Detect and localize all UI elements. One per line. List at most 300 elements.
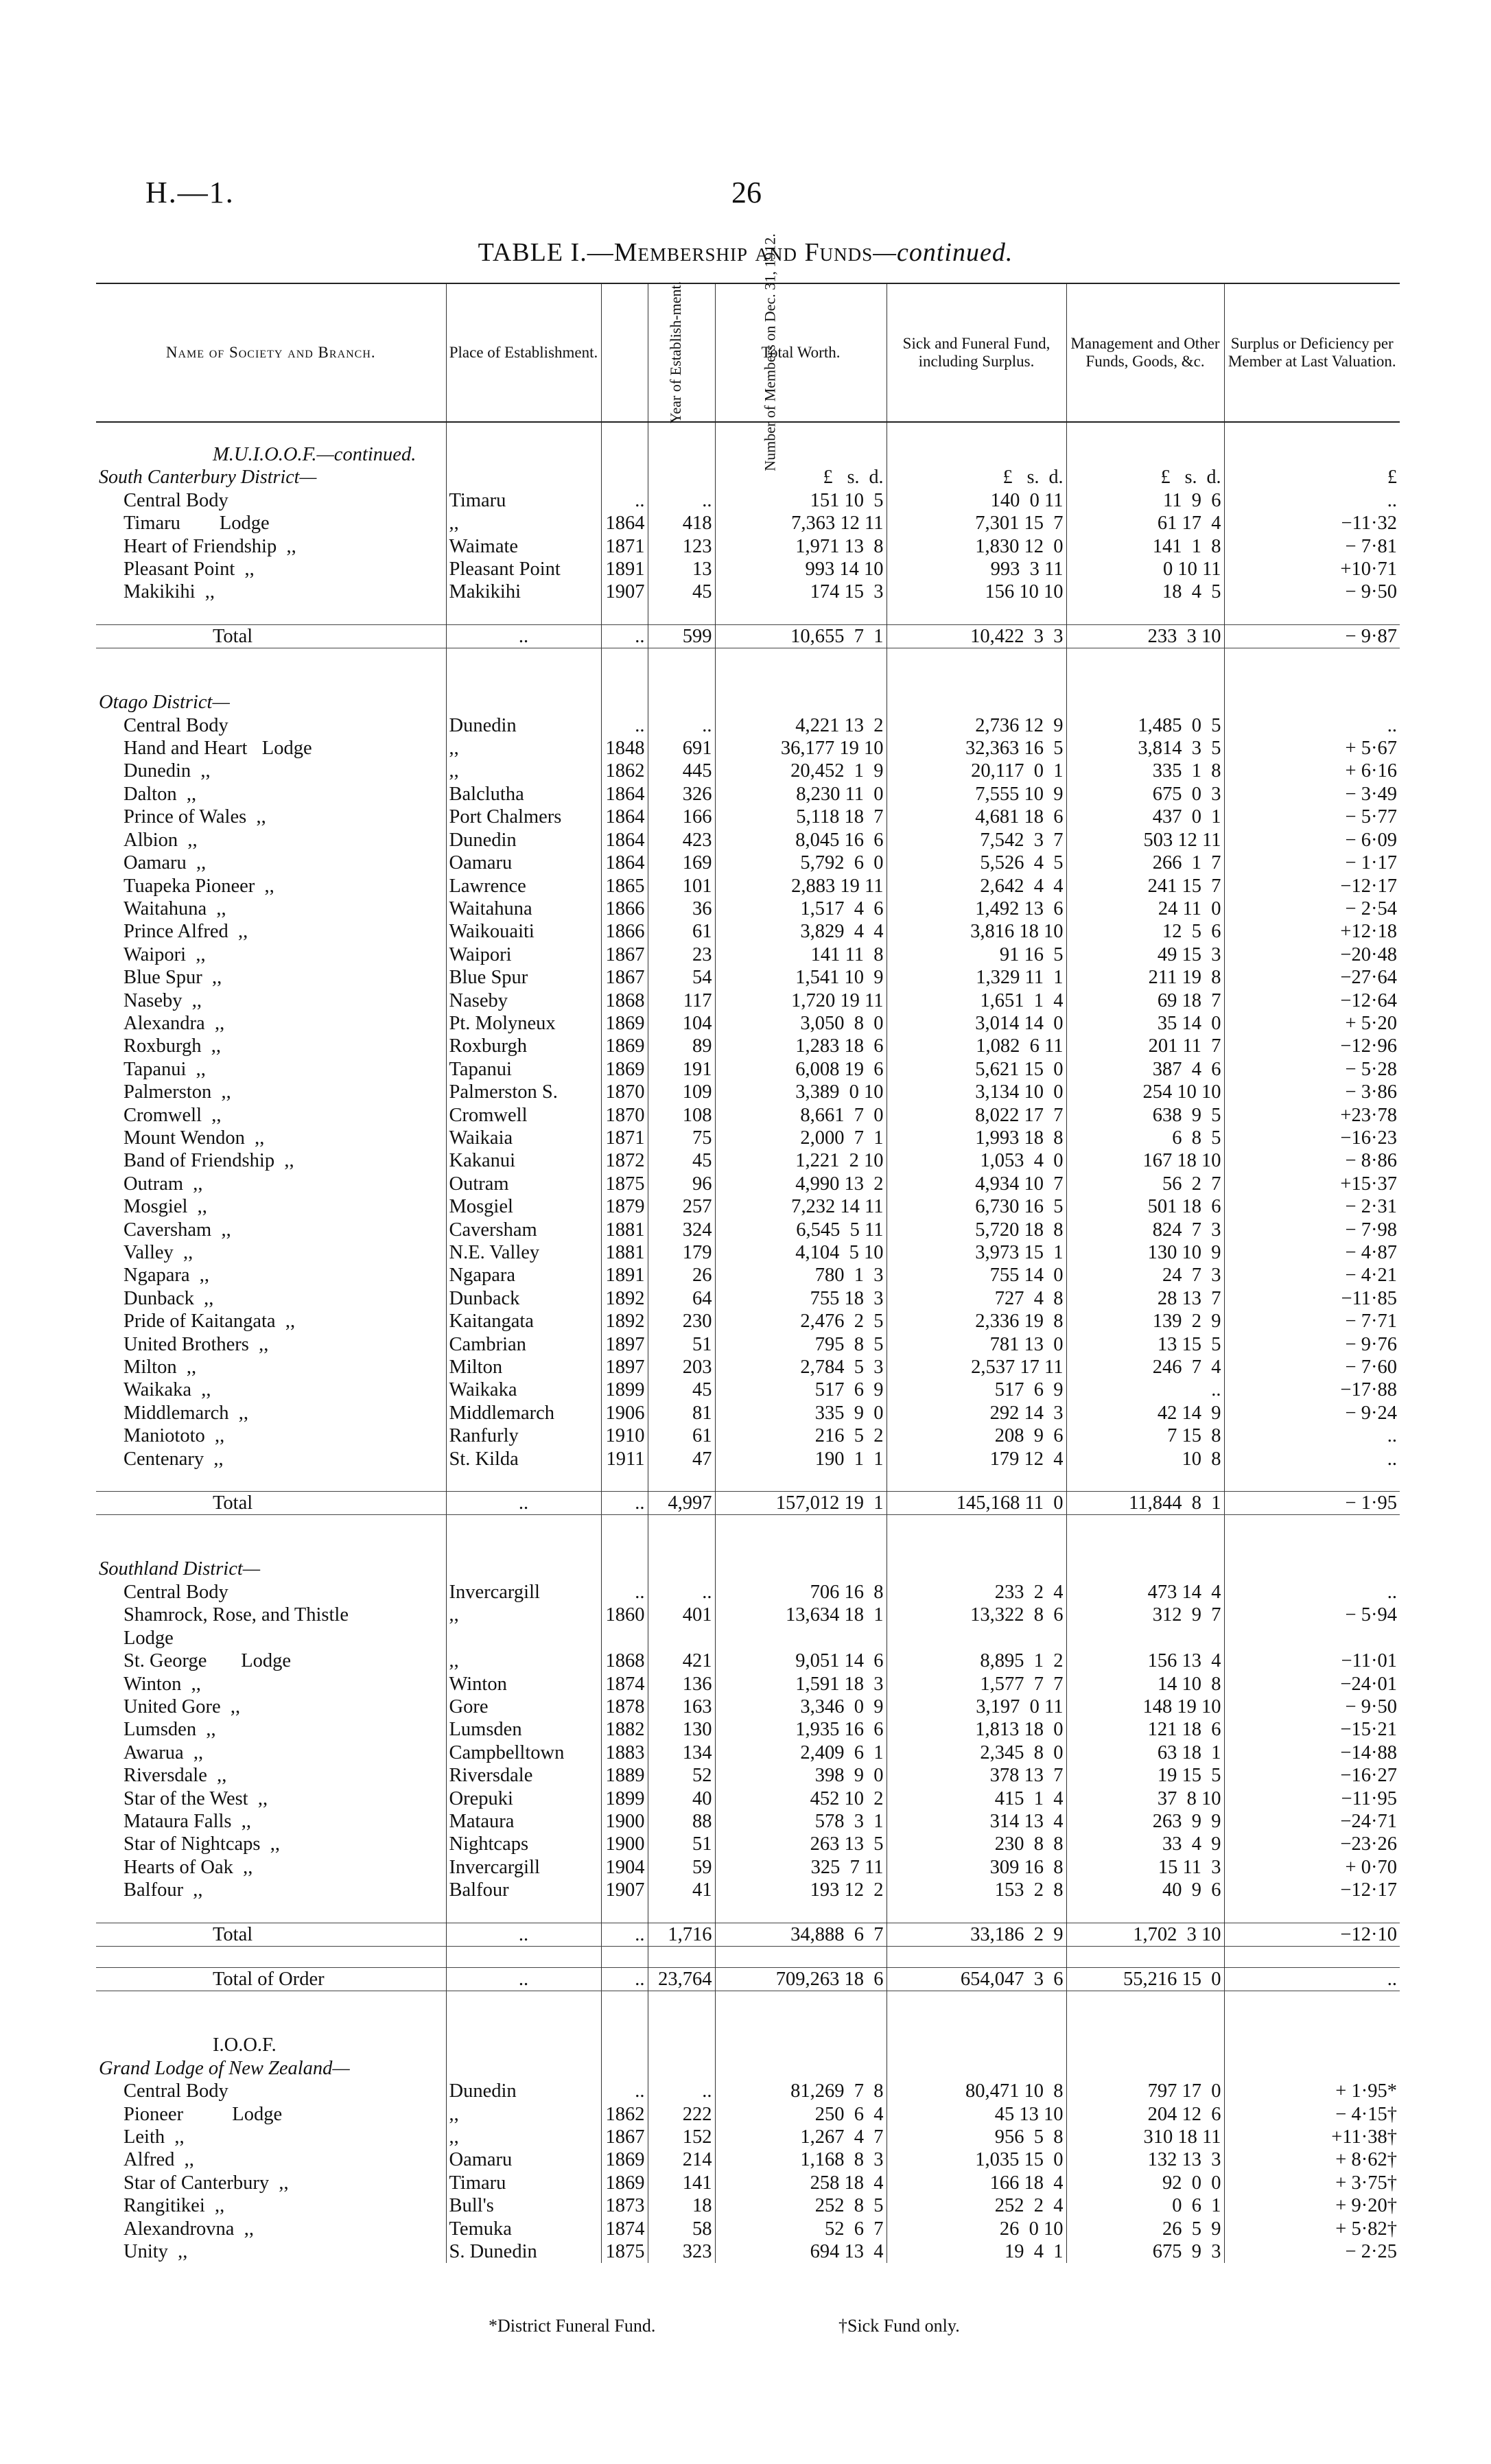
district-heading-row: [96, 2057, 1400, 2080]
mgmt-cell: 675 9 3: [1066, 2240, 1224, 2263]
members-cell: 108: [648, 1104, 715, 1127]
total-members: 599: [648, 624, 715, 648]
empty-cell: [96, 604, 446, 625]
mgmt-cell: 40 9 6: [1066, 1879, 1224, 1901]
sick-cell: 993 3 11: [887, 558, 1066, 580]
table-row: [96, 489, 1400, 512]
table-row: [96, 783, 1400, 806]
year-cell: 1866: [601, 897, 648, 920]
mgmt-cell: 69 18 7: [1066, 989, 1224, 1012]
members-cell: 418: [648, 512, 715, 535]
surplus-cell: − 8·86: [1345, 1150, 1397, 1172]
table-body: [96, 422, 1400, 2263]
place-cell: Port Chalmers: [446, 806, 601, 828]
sick-cell: 378 13 7: [887, 1764, 1066, 1787]
table-row: [96, 1149, 1400, 1172]
empty-cell: [887, 422, 1066, 443]
empty-cell: [648, 1558, 715, 1580]
sick-cell: 7,542 3 7: [887, 829, 1066, 852]
worth-cell: 517 6 9: [715, 1378, 887, 1401]
worth-cell: 578 3 1: [715, 1810, 887, 1833]
table-row: [96, 1219, 1400, 1241]
empty-cell: [887, 443, 1066, 466]
mgmt-cell: 132 13 3: [1066, 2148, 1224, 2171]
sick-cell: 2,642 4 4: [887, 875, 1066, 897]
empty-cell: [1066, 1991, 1224, 2034]
surplus-cell: ..: [1387, 1425, 1397, 1447]
empty-cell: [1224, 648, 1400, 692]
table-row: [96, 580, 1400, 603]
document-code: H.—1.: [145, 176, 235, 209]
empty-cell: [446, 604, 601, 625]
branch-name: Alexandra ,,: [96, 1012, 446, 1035]
members-cell: 61: [648, 1424, 715, 1447]
org-heading: M.U.I.O.O.F.—continued.: [96, 443, 446, 466]
members-cell: 52: [648, 1764, 715, 1787]
mgmt-cell: 824 7 3: [1066, 1219, 1224, 1241]
empty-cell: [1224, 1991, 1400, 2034]
empty-cell: [715, 648, 887, 692]
sick-cell: 5,720 18 8: [887, 1219, 1066, 1241]
table-row: [96, 1833, 1400, 1855]
sick-cell: 1,813 18 0: [887, 1718, 1066, 1741]
total-mgmt: 233 3 10: [1066, 624, 1224, 648]
spacer-row: [96, 648, 1400, 692]
place-cell: Kaitangata: [446, 1310, 601, 1333]
worth-cell: 6,545 5 11: [715, 1219, 887, 1241]
table-row: [96, 1195, 1400, 1218]
spacer-row: [96, 1991, 1400, 2034]
worth-cell: 1,971 13 8: [715, 535, 887, 558]
year-cell: 1862: [601, 760, 648, 782]
sick-cell: 1,082 6 11: [887, 1035, 1066, 1057]
empty-cell: [1224, 604, 1400, 625]
members-cell: 214: [648, 2148, 715, 2171]
place-cell: Waipori: [446, 943, 601, 966]
table-row: [96, 989, 1400, 1012]
sick-cell: 2,345 8 0: [887, 1741, 1066, 1764]
mgmt-cell: 266 1 7: [1066, 852, 1224, 874]
place-cell: Waikaka: [446, 1378, 601, 1401]
place-cell: Timaru: [446, 489, 601, 512]
empty-cell: [1066, 1558, 1224, 1580]
table-row: [96, 737, 1400, 760]
empty-cell: [1224, 2057, 1400, 2080]
year-cell: 1871: [601, 1127, 648, 1149]
branch-name: Star of Canterbury ,,: [96, 2172, 446, 2194]
year-cell: 1870: [601, 1104, 648, 1127]
mgmt-cell: 211 19 8: [1066, 966, 1224, 989]
table-row: [96, 2126, 1400, 2148]
branch-name: Unity ,,: [96, 2240, 446, 2263]
worth-cell: 795 8 5: [715, 1333, 887, 1356]
mgmt-cell: 18 4 5: [1066, 580, 1224, 603]
members-cell: 96: [648, 1173, 715, 1195]
worth-cell: 2,784 5 3: [715, 1356, 887, 1378]
worth-cell: 250 6 4: [715, 2103, 887, 2126]
table-row: [96, 714, 1400, 737]
surplus-cell: + 8·62†: [1335, 2149, 1397, 2171]
place-cell: Pt. Molyneux: [446, 1012, 601, 1035]
branch-name: Central Body: [96, 714, 446, 737]
members-cell: 23: [648, 943, 715, 966]
mgmt-cell: 1,485 0 5: [1066, 714, 1224, 737]
surplus-cell: −16·27: [1340, 1765, 1397, 1787]
year-cell: 1866: [601, 920, 648, 943]
empty-cell: [446, 1470, 601, 1492]
total-worth: 157,012 19 1: [715, 1492, 887, 1515]
empty-cell: [715, 2057, 887, 2080]
table-row: [96, 1764, 1400, 1787]
year-cell: 1904: [601, 1856, 648, 1879]
org-heading-row: [96, 2034, 1400, 2056]
total-year-dots: ..: [601, 624, 648, 648]
worth-cell: 2,409 6 1: [715, 1741, 887, 1764]
empty-cell: [715, 1558, 887, 1580]
col-header-sick: Sick and Funeral Fund, including Surplus.: [887, 283, 1066, 422]
worth-cell: 5,792 6 0: [715, 852, 887, 874]
surplus-cell: −20·48: [1340, 943, 1397, 965]
worth-cell: 1,517 4 6: [715, 897, 887, 920]
sick-cell: 1,993 18 8: [887, 1127, 1066, 1149]
members-cell: 117: [648, 989, 715, 1012]
empty-cell: [446, 691, 601, 714]
empty-cell: [648, 2057, 715, 2080]
worth-cell: 252 8 5: [715, 2194, 887, 2217]
district-heading: Grand Lodge of New Zealand—: [96, 2057, 446, 2080]
empty-cell: [1224, 1902, 1400, 1923]
table-row: [96, 829, 1400, 852]
members-cell: 45: [648, 1378, 715, 1401]
mgmt-cell: 10 8: [1066, 1448, 1224, 1470]
empty-cell: [601, 1902, 648, 1923]
empty-cell: [446, 648, 601, 692]
branch-name: Timaru Lodge: [96, 512, 446, 535]
sick-cell: 517 6 9: [887, 1378, 1066, 1401]
table-row: [96, 1856, 1400, 1879]
sick-cell: 8,022 17 7: [887, 1104, 1066, 1127]
total-mgmt: 55,216 15 0: [1066, 1967, 1224, 1991]
worth-cell: 1,935 16 6: [715, 1718, 887, 1741]
members-cell: 40: [648, 1787, 715, 1810]
sick-cell: 2,336 19 8: [887, 1310, 1066, 1333]
year-cell: 1867: [601, 966, 648, 989]
branch-name: Shamrock, Rose, and Thistle: [96, 1604, 446, 1626]
year-cell: 1907: [601, 580, 648, 603]
place-cell: Waimate: [446, 535, 601, 558]
worth-cell: 1,591 18 3: [715, 1673, 887, 1696]
sick-cell: 5,621 15 0: [887, 1058, 1066, 1081]
sick-cell: 7,555 10 9: [887, 783, 1066, 806]
surplus-cell: ..: [1387, 489, 1397, 511]
sick-cell: 233 2 4: [887, 1581, 1066, 1604]
year-cell: 1864: [601, 852, 648, 874]
empty-cell: [96, 1902, 446, 1923]
worth-cell: 6,008 19 6: [715, 1058, 887, 1081]
surplus-cell: + 5·20: [1345, 1012, 1397, 1034]
place-cell: Waikaia: [446, 1127, 601, 1149]
members-cell: 141: [648, 2172, 715, 2194]
surplus-cell: − 3·49: [1345, 783, 1397, 805]
year-cell: 1867: [601, 2126, 648, 2148]
mgmt-cell: 312 9 7: [1066, 1604, 1224, 1626]
branch-name: Blue Spur ,,: [96, 966, 446, 989]
sick-cell: 1,492 13 6: [887, 897, 1066, 920]
district-heading: Southland District—: [96, 1558, 446, 1580]
members-cell: 45: [648, 1149, 715, 1172]
col-header-worth: Total Worth.: [715, 283, 887, 422]
worth-cell: 8,661 7 0: [715, 1104, 887, 1127]
mgmt-cell: 263 9 9: [1066, 1810, 1224, 1833]
surplus-cell: − 1·17: [1345, 852, 1397, 874]
empty-cell: [446, 1902, 601, 1923]
empty-cell: [1066, 648, 1224, 692]
sick-cell: 309 16 8: [887, 1856, 1066, 1879]
branch-name: Leith ,,: [96, 2126, 446, 2148]
year-cell: 1881: [601, 1241, 648, 1264]
place-cell: Campbelltown: [446, 1741, 601, 1764]
sick-cell: 153 2 8: [887, 1879, 1066, 1901]
members-cell: 51: [648, 1333, 715, 1356]
place-cell: Oamaru: [446, 852, 601, 874]
branch-name: United Gore ,,: [96, 1696, 446, 1718]
surplus-cell: −23·26: [1340, 1833, 1397, 1855]
table-row: [96, 2218, 1400, 2240]
surplus-cell: −11·85: [1341, 1287, 1397, 1309]
empty-cell: [1066, 1515, 1224, 1558]
place-cell: Balfour: [446, 1879, 601, 1901]
surplus-cell: + 5·82†: [1335, 2218, 1397, 2240]
table-row: [96, 1810, 1400, 1833]
table-row: [96, 760, 1400, 782]
year-cell: 1872: [601, 1149, 648, 1172]
branch-name: Pioneer Lodge: [96, 2103, 446, 2126]
worth-cell: 258 18 4: [715, 2172, 887, 2194]
worth-cell: 20,452 1 9: [715, 760, 887, 782]
surplus-cell: + 0·70: [1345, 1856, 1397, 1878]
empty-cell: [648, 2034, 715, 2056]
empty-cell: [887, 648, 1066, 692]
worth-cell: 3,829 4 4: [715, 920, 887, 943]
table-row: [96, 875, 1400, 897]
worth-cell: 398 9 0: [715, 1764, 887, 1787]
mgmt-cell: 148 19 10: [1066, 1696, 1224, 1718]
mgmt-cell: 6 8 5: [1066, 1127, 1224, 1149]
worth-cell: 174 15 3: [715, 580, 887, 603]
empty-cell: [648, 466, 715, 489]
branch-name: Maniototo ,,: [96, 1424, 446, 1447]
members-cell: 423: [648, 829, 715, 852]
table-title-main: Membership and Funds: [613, 238, 873, 267]
table-row: [96, 1448, 1400, 1470]
worth-cell: 706 16 8: [715, 1581, 887, 1604]
order-total-row: [96, 1967, 1400, 1991]
table-row: [96, 1356, 1400, 1378]
col-header-members: Number of Members on Dec. 31, 1912.: [648, 283, 715, 422]
empty-cell: [1224, 422, 1400, 443]
members-cell: 123: [648, 535, 715, 558]
empty-cell: [601, 422, 648, 443]
mgmt-cell: 63 18 1: [1066, 1741, 1224, 1764]
total-year-dots: ..: [601, 1967, 648, 1991]
empty-cell: [1224, 443, 1400, 466]
table-row: [96, 2148, 1400, 2171]
table-row: [96, 1424, 1400, 1447]
total-worth: 34,888 6 7: [715, 1923, 887, 1946]
branch-name: Lodge: [96, 1627, 446, 1650]
year-cell: ..: [601, 1581, 648, 1604]
mgmt-cell: ..: [1066, 1378, 1224, 1401]
empty-cell: [715, 2034, 887, 2056]
empty-cell: [601, 1946, 648, 1967]
branch-name: United Brothers ,,: [96, 1333, 446, 1356]
empty-cell: [601, 2057, 648, 2080]
table-row: [96, 1696, 1400, 1718]
branch-name: Heart of Friendship ,,: [96, 535, 446, 558]
year-cell: 1907: [601, 1879, 648, 1901]
sick-cell: 8,895 1 2: [887, 1650, 1066, 1672]
table-header-row: [96, 283, 1400, 422]
branch-name: Central Body: [96, 2080, 446, 2102]
sick-cell: 1,577 7 7: [887, 1673, 1066, 1696]
empty-cell: [648, 1515, 715, 1558]
place-cell: Outram: [446, 1173, 601, 1195]
branch-name: Central Body: [96, 1581, 446, 1604]
worth-cell: [715, 1627, 887, 1650]
worth-cell: 9,051 14 6: [715, 1650, 887, 1672]
table-row: [96, 2240, 1400, 2263]
footnote-star: *District Funeral Fund.: [489, 2316, 656, 2336]
branch-name: Makikihi ,,: [96, 580, 446, 603]
place-cell: ,,: [446, 1604, 601, 1626]
place-cell: Bull's: [446, 2194, 601, 2217]
branch-name: Mosgiel ,,: [96, 1195, 446, 1218]
surplus-cell: −24·71: [1340, 1810, 1397, 1832]
members-cell: 64: [648, 1287, 715, 1310]
surplus-cell: − 5·94: [1345, 1604, 1397, 1626]
branch-name: Riversdale ,,: [96, 1764, 446, 1787]
year-cell: 1868: [601, 989, 648, 1012]
empty-cell: [446, 466, 601, 489]
members-cell: 54: [648, 966, 715, 989]
empty-cell: [887, 1946, 1066, 1967]
total-worth: 709,263 18 6: [715, 1967, 887, 1991]
district-heading-row: [96, 691, 1400, 714]
year-cell: 1869: [601, 2172, 648, 2194]
total-sick: 145,168 11 0: [887, 1492, 1066, 1515]
year-cell: 1864: [601, 783, 648, 806]
district-heading: South Canterbury District—: [96, 466, 446, 489]
branch-name: Naseby ,,: [96, 989, 446, 1012]
year-cell: 1899: [601, 1378, 648, 1401]
sick-cell: 1,651 1 4: [887, 989, 1066, 1012]
branch-name: Oamaru ,,: [96, 852, 446, 874]
place-cell: ,,: [446, 737, 601, 760]
org-heading-row: [96, 443, 1400, 466]
empty-cell: [887, 1991, 1066, 2034]
place-cell: Blue Spur: [446, 966, 601, 989]
branch-name: Waipori ,,: [96, 943, 446, 966]
table-row: [96, 2172, 1400, 2194]
place-cell: ,,: [446, 760, 601, 782]
district-heading: Otago District—: [96, 691, 446, 714]
empty-cell: [446, 2057, 601, 2080]
surplus-cell: ..: [1387, 714, 1397, 736]
sick-cell: 755 14 0: [887, 1264, 1066, 1287]
year-cell: 1869: [601, 1012, 648, 1035]
worth-cell: 2,883 19 11: [715, 875, 887, 897]
empty-cell: [648, 691, 715, 714]
year-cell: 1874: [601, 2218, 648, 2240]
surplus-cell: [1224, 1627, 1400, 1650]
members-cell: 257: [648, 1195, 715, 1218]
members-cell: 75: [648, 1127, 715, 1149]
table-row: [96, 1264, 1400, 1287]
table-row: [96, 1879, 1400, 1901]
empty-cell: [601, 443, 648, 466]
table-row: [96, 1581, 1400, 1604]
surplus-cell: −14·88: [1340, 1741, 1397, 1763]
place-cell: Makikihi: [446, 580, 601, 603]
total-row: [96, 1492, 1400, 1515]
members-cell: 36: [648, 897, 715, 920]
total-place-dots: ..: [446, 624, 601, 648]
place-cell: Ngapara: [446, 1264, 601, 1287]
year-cell: 1873: [601, 2194, 648, 2217]
sick-cell: 292 14 3: [887, 1402, 1066, 1424]
worth-cell: 5,118 18 7: [715, 806, 887, 828]
members-cell: 445: [648, 760, 715, 782]
worth-cell: 4,990 13 2: [715, 1173, 887, 1195]
place-cell: Waitahuna: [446, 897, 601, 920]
mgmt-cell: 0 10 11: [1066, 558, 1224, 580]
mgmt-cell: 201 11 7: [1066, 1035, 1224, 1057]
mgmt-cell: 15 11 3: [1066, 1856, 1224, 1879]
worth-cell: 4,221 13 2: [715, 714, 887, 737]
mgmt-cell: 121 18 6: [1066, 1718, 1224, 1741]
table-row: [96, 806, 1400, 828]
branch-name: Ngapara ,,: [96, 1264, 446, 1287]
col-header-surplus: Surplus or Deficiency per Member at Last Valuation.: [1224, 283, 1400, 422]
branch-name: Prince Alfred ,,: [96, 920, 446, 943]
table-row: [96, 920, 1400, 943]
surplus-cell: +12·18: [1340, 921, 1397, 943]
members-cell: 152: [648, 2126, 715, 2148]
surplus-cell: −27·64: [1340, 967, 1397, 989]
surplus-cell: − 9·76: [1345, 1333, 1397, 1355]
place-cell: [446, 1627, 601, 1650]
table-row: [96, 1012, 1400, 1035]
branch-name: Winton ,,: [96, 1673, 446, 1696]
spacer-row: [96, 1902, 1400, 1923]
mgmt-cell: [1066, 1627, 1224, 1650]
empty-cell: [601, 2034, 648, 2056]
mgmt-cell: 254 10 10: [1066, 1081, 1224, 1103]
sick-cell: 3,197 0 11: [887, 1696, 1066, 1718]
mgmt-cell: 11 9 6: [1066, 489, 1224, 512]
worth-cell: 36,177 19 10: [715, 737, 887, 760]
members-cell: 179: [648, 1241, 715, 1264]
place-cell: ,,: [446, 2103, 601, 2126]
year-cell: 1892: [601, 1310, 648, 1333]
surplus-cell: −12·96: [1340, 1035, 1397, 1057]
place-cell: Dunback: [446, 1287, 601, 1310]
worth-cell: 452 10 2: [715, 1787, 887, 1810]
year-cell: 1874: [601, 1673, 648, 1696]
branch-name: Awarua ,,: [96, 1741, 446, 1764]
year-cell: 1892: [601, 1287, 648, 1310]
empty-cell: [1066, 443, 1224, 466]
